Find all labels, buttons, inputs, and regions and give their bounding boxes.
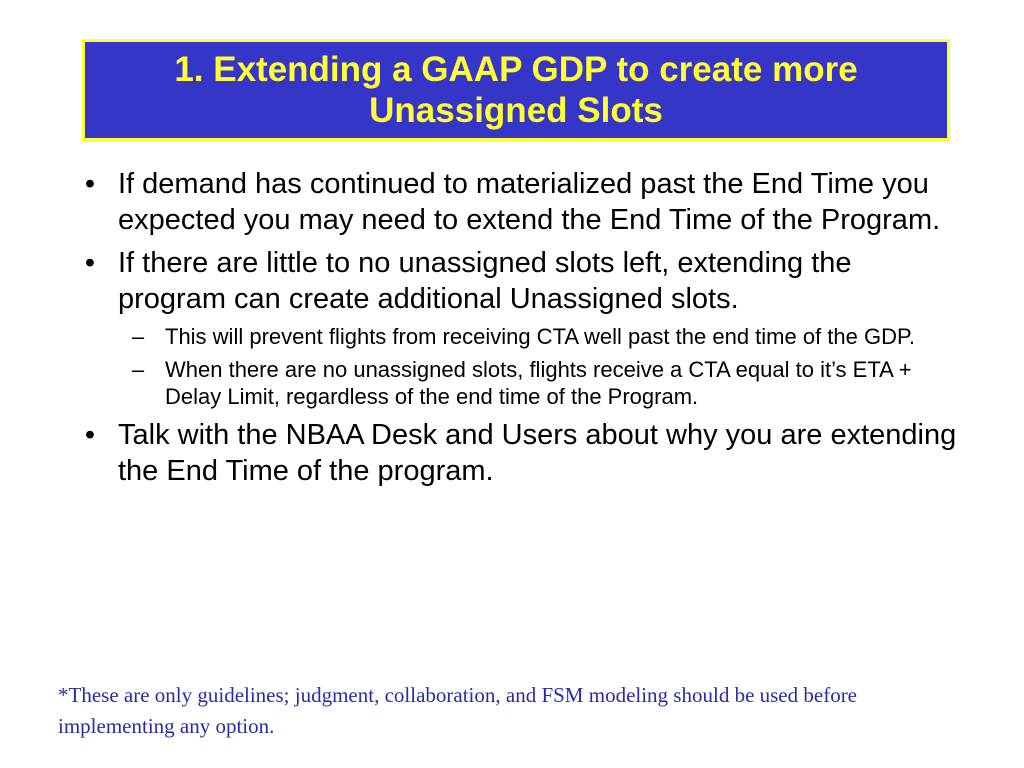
dash-marker-icon: –: [131, 324, 145, 349]
bullet-marker-icon: •: [84, 247, 96, 279]
sub-bullet-list: [118, 323, 960, 410]
title-line-1: 1. Extending a GAAP GDP to create more: [174, 50, 858, 89]
title-line-2: Unassigned Slots: [369, 91, 663, 130]
slide-title: [174, 49, 857, 131]
title-box: [82, 39, 950, 141]
bullet-item: [80, 166, 960, 238]
bullet-list: [80, 166, 960, 489]
bullet-text: If demand has continued to materialized past the End Time you expected you may need to extend the End Time of the Program.: [118, 168, 941, 236]
sub-bullet-item: [118, 323, 960, 350]
footnote: *These are only guidelines; judgment, collaboration, and FSM modeling should be used before implementing any option.: [58, 683, 858, 738]
bullet-text: Talk with the NBAA Desk and Users about why you are extending the End Time of the program.: [118, 419, 957, 487]
sub-bullet-text: This will prevent flights from receiving CTA well past the end time of the GDP.: [165, 324, 915, 349]
bullet-item: [80, 417, 960, 489]
sub-bullet-text: When there are no unassigned slots, flights receive a CTA equal to it’s ETA + Delay Limit, regardless of the end time of the Program.: [165, 357, 912, 409]
bullet-marker-icon: •: [84, 168, 96, 200]
sub-bullet-item: [118, 356, 960, 410]
bullet-marker-icon: •: [84, 419, 96, 451]
bullet-item: [80, 245, 960, 410]
slide-content: [80, 166, 960, 496]
dash-marker-icon: –: [131, 357, 145, 382]
bullet-text: If there are little to no unassigned slots left, extending the program can create additional Unassigned slots.: [118, 247, 852, 315]
